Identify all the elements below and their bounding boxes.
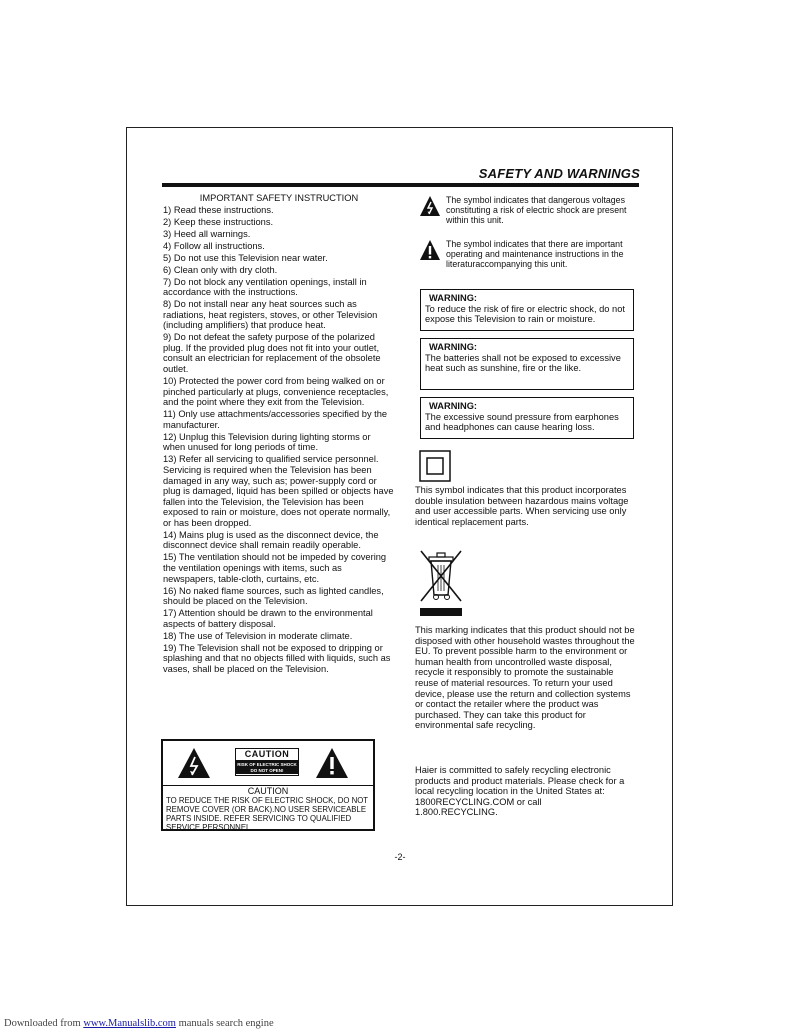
weee-text: This marking indicates that this product should not be disposed with other household wastes throughout the EU. To prevent possible harm to the environment or human health from uncontrolled waste disposal, recycle it responsibly to promote the sustainable reuse of material resources. To return your used device, please use the return and collection systems or contact the retailer where the product was purchased. They can take this product for environmental safe recycling.: [415, 625, 635, 731]
warning-box-hearing: [420, 397, 634, 439]
instruction-item: 5) Do not use this Television near water.: [163, 252, 328, 263]
instruction-item: 11) Only use attachments/accessories specified by the manufacturer.: [163, 409, 388, 430]
instruction-item: 8) Do not install near any heat sources such as radiations, heat registers, stoves, or other Television (including amplifiers) that produce heat.: [163, 299, 378, 331]
caution-label-title: CAUTION: [236, 749, 298, 761]
lightning-warning-icon: [177, 747, 211, 784]
caution-risk-text: RISK OF ELECTRIC SHOCK: [237, 762, 297, 767]
warning-title: WARNING:: [429, 401, 478, 411]
page-number: -2-: [394, 852, 406, 862]
instruction-item: 13) Refer all servicing to qualified service personnel. Servicing is required when the Television has been damaged in any way, such as; power-supply cord or plug is damaged, liquid has been spilled or objects have fallen into the Television, the Television has been exposed to rain or moisture, does not operate normally, or has been dropped.: [163, 454, 394, 528]
double-insulation-icon: [419, 450, 451, 485]
exclamation-symbol-text: The symbol indicates that there are important operating and maintenance instructions in the literaturaccompanying this unit.: [446, 239, 624, 269]
footer-suffix: manuals search engine: [175, 1018, 274, 1029]
caution-label-box: [161, 739, 375, 831]
instruction-item: 7) Do not block any ventilation openings, install in accordance with the instructions.: [163, 276, 367, 298]
double-insulation-text: This symbol indicates that this product incorporates double insulation between hazardous mains voltage and user accessible parts. When servicing use only identical replacement parts.: [415, 485, 629, 527]
instruction-item: 17) Attention should be drawn to the environmental aspects of battery disposal.: [163, 608, 373, 629]
recycling-text: Haier is committed to safely recycling electronic products and product materials. Please check for a local recycling location in the United States at: 1800RECYCLING.COM or call 1.800.RECYCLING.: [415, 765, 625, 818]
instruction-item: 15) The ventilation should not be impeded by covering the ventilation openings with items, such as newspapers, table-cloth, curtains, etc.: [163, 552, 387, 584]
caution-label-sub: [236, 761, 298, 774]
exclamation-warning-icon: [315, 747, 349, 784]
section-title: SAFETY AND WARNINGS: [478, 166, 640, 181]
instruction-item: 16) No naked flame sources, such as lighted candles, should be placed on the Television.: [163, 585, 384, 607]
title-rule: [162, 183, 639, 187]
footer: [4, 1018, 274, 1029]
instruction-item: 2) Keep these instructions.: [163, 216, 274, 227]
crossed-bin-icon: [417, 547, 465, 622]
instruction-item: 6) Clean only with dry cloth.: [163, 264, 278, 275]
warning-body: The excessive sound pressure from earphones and headphones can cause hearing loss.: [425, 411, 619, 433]
instruction-item: 18) The use of Television in moderate climate.: [163, 630, 353, 641]
exclamation-warning-icon: [419, 239, 441, 264]
instruction-item: 9) Do not defeat the safety purpose of the polarized plug. If the provided plug does not fit into your outlet, consult an electrician for replacement of the obsolete outlet.: [163, 332, 381, 375]
instruction-item: 12) Unplug this Television during lighting storms or when unused for long periods of time.: [163, 431, 371, 453]
footer-prefix: Downloaded from: [4, 1018, 84, 1029]
caution-text: TO REDUCE THE RISK OF ELECTRIC SHOCK, DO NOT REMOVE COVER (OR BACK).NO USER SERVICEABLE PARTS INSIDE. REFER SERVICING TO QUALIFIED SERVICE PERSONNEL.: [166, 796, 368, 832]
warning-box-moisture: [420, 289, 634, 331]
safety-instructions: [163, 193, 395, 676]
instruction-item: 14) Mains plug is used as the disconnect device, the disconnect device shall remain readily operable.: [163, 529, 379, 551]
caution-heading: CAUTION: [247, 786, 289, 796]
instruction-item: 10) Protected the power cord from being walked on or pinched particularly at plugs, convenience receptacles, and the point where they exit from the Television.: [163, 376, 389, 408]
caution-do-not-open-text: DO NOT OPEN!: [250, 767, 284, 773]
instruction-item: 4) Follow all instructions.: [163, 240, 265, 251]
warning-box-batteries: [420, 338, 634, 390]
voltage-symbol-text: The symbol indicates that dangerous voltages constituting a risk of electric shock are present within this unit.: [446, 195, 627, 225]
instruction-item: 19) The Television shall not be exposed to dripping or splashing and that no objects filled with liquids, such as vases, shall be placed on the Television.: [163, 642, 391, 674]
instruction-item: 1) Read these instructions.: [163, 204, 274, 215]
instructions-heading: IMPORTANT SAFETY INSTRUCTION: [199, 193, 359, 203]
footer-link[interactable]: www.Manualslib.com: [83, 1018, 176, 1029]
caution-label-header: [163, 741, 373, 785]
warning-body: The batteries shall not be exposed to excessive heat such as sunshine, fire or the like.: [425, 352, 621, 374]
warning-title: WARNING:: [429, 293, 478, 303]
lightning-warning-icon: [419, 195, 441, 220]
instruction-item: 3) Heed all warnings.: [163, 228, 251, 239]
warning-body: To reduce the risk of fire or electric shock, do not expose this Television to rain or moisture.: [425, 303, 625, 325]
caution-label-plate: [235, 748, 299, 776]
warning-title: WARNING:: [429, 342, 478, 352]
